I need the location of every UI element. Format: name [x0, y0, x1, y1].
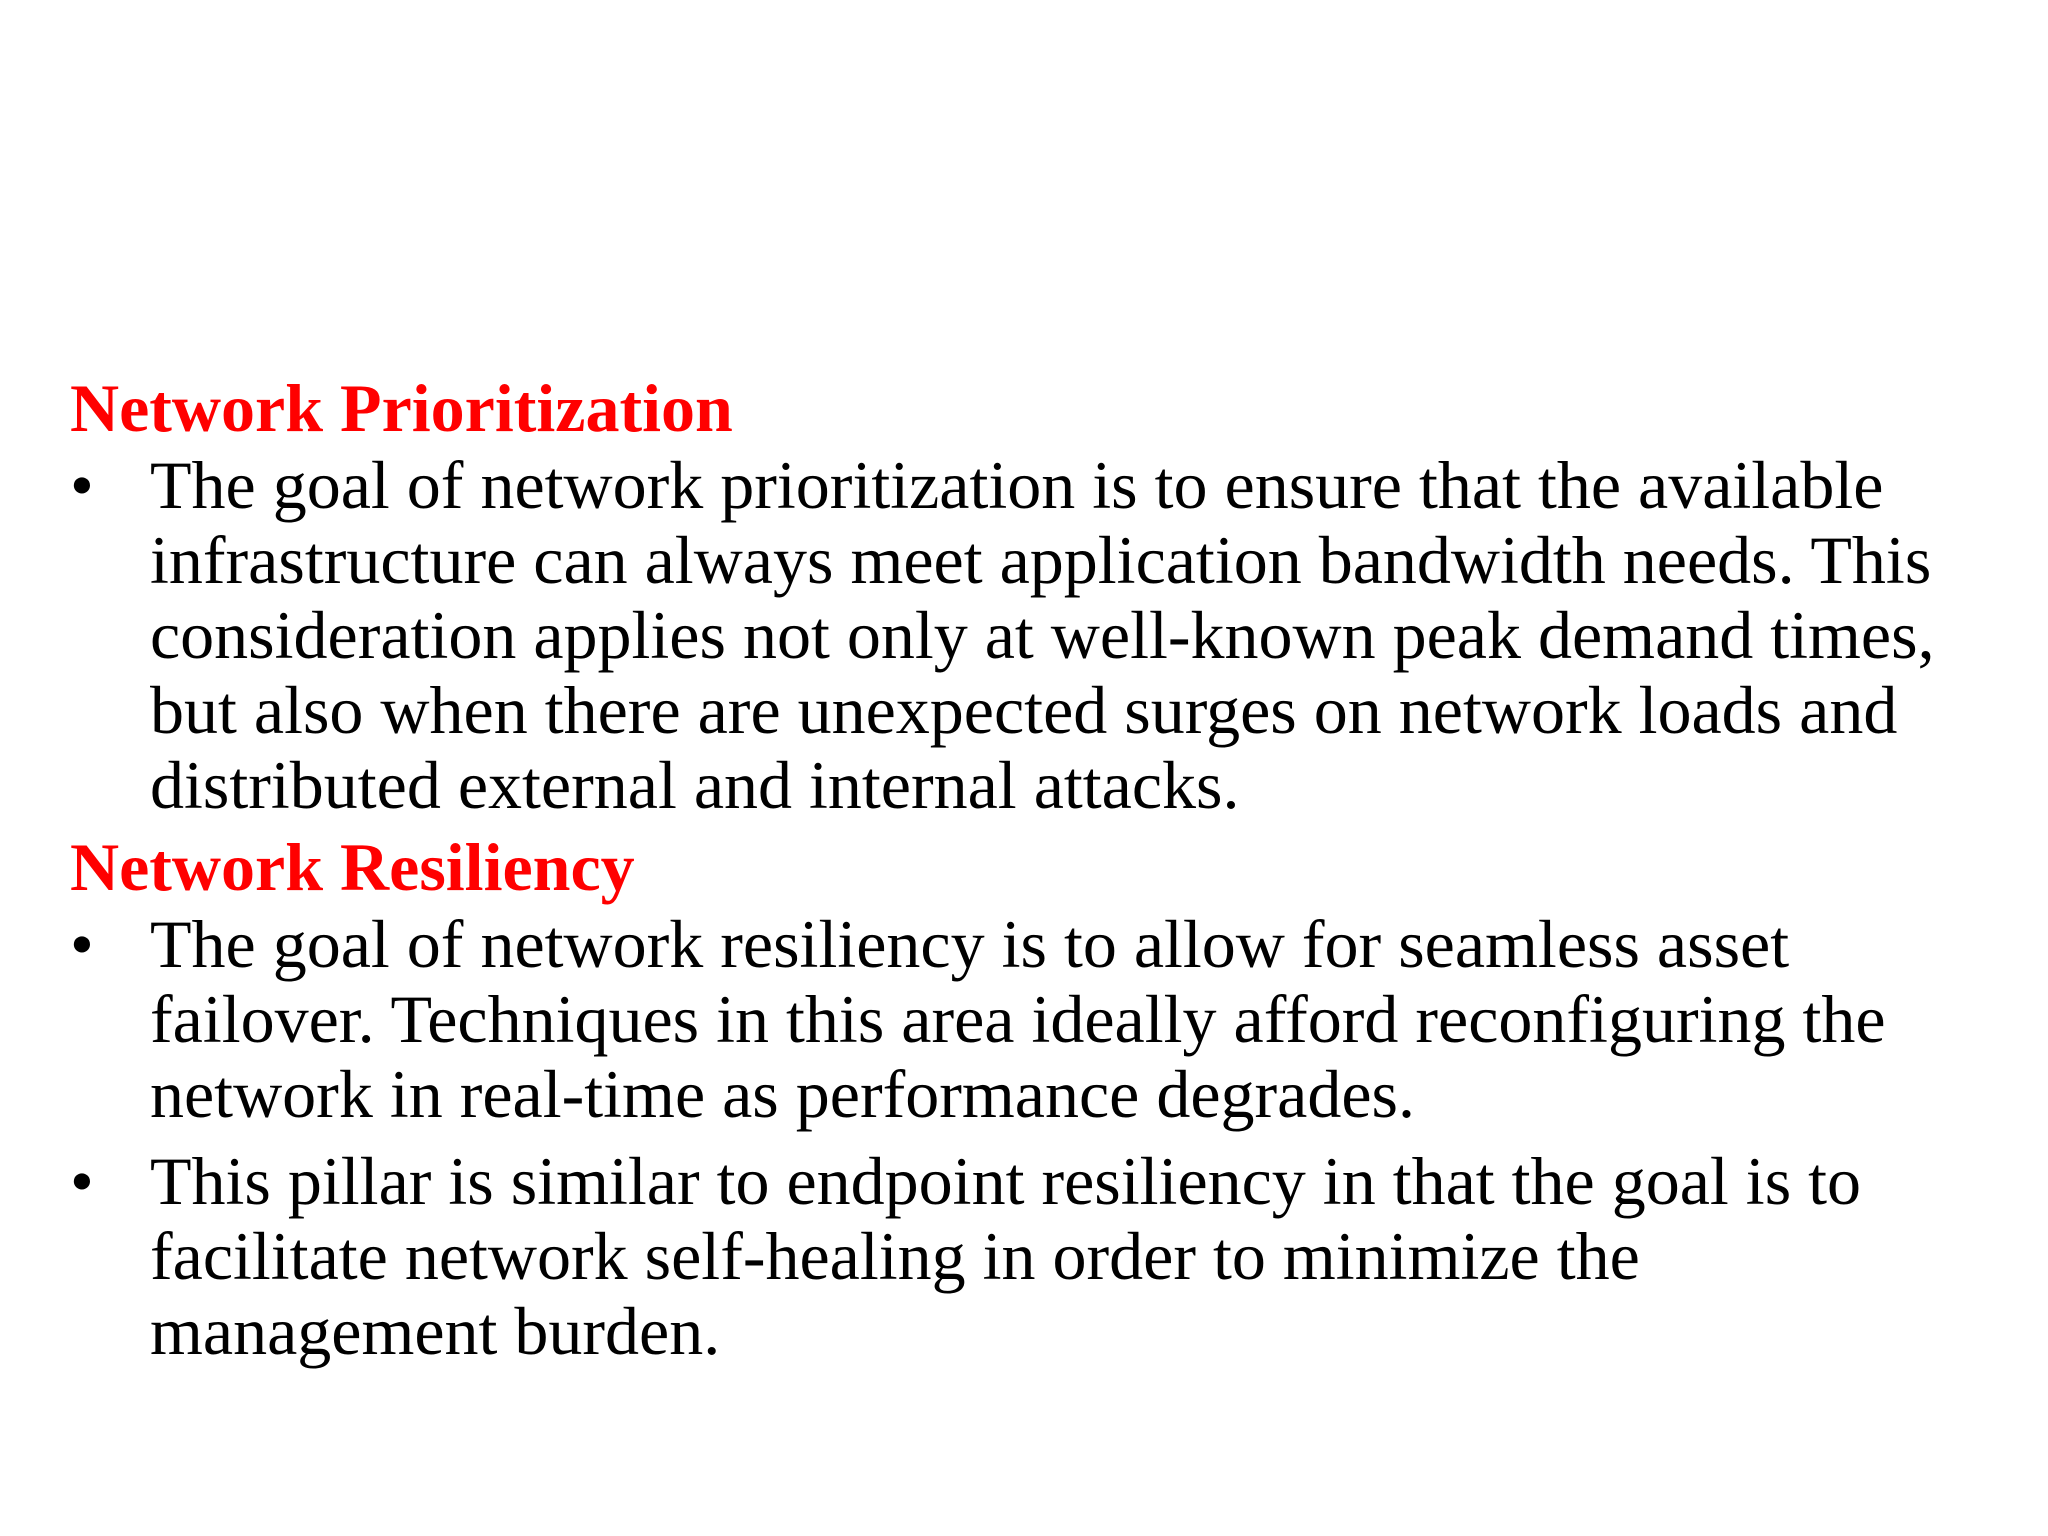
bullet-icon: • — [70, 1143, 94, 1219]
slide-content — [70, 368, 2000, 1381]
bullet-text: The goal of network prioritization is to ensure that the available infrastructure can always meet application bandwidth needs. This consideration applies not only at well-known peak demand times, but also when there are unexpected surges on network loads and distributed external and internal attacks. — [150, 447, 1935, 823]
section-heading: Network Prioritization — [70, 370, 733, 446]
section-network-resiliency — [70, 827, 2000, 1369]
bullet-item — [70, 907, 2000, 1132]
section-network-prioritization — [70, 368, 2000, 823]
section-heading: Network Resiliency — [70, 829, 635, 905]
bullet-icon: • — [70, 906, 94, 982]
bullet-icon: • — [70, 447, 94, 523]
bullet-item — [70, 1144, 2000, 1369]
bullet-text: The goal of network resiliency is to allow for seamless asset failover. Techniques in this area ideally afford reconfiguring the network in real-time as performance degrades. — [150, 906, 1886, 1132]
bullet-item — [70, 448, 2000, 823]
bullet-text: This pillar is similar to endpoint resiliency in that the goal is to facilitate network self-healing in order to minimize the management burden. — [150, 1143, 1862, 1369]
